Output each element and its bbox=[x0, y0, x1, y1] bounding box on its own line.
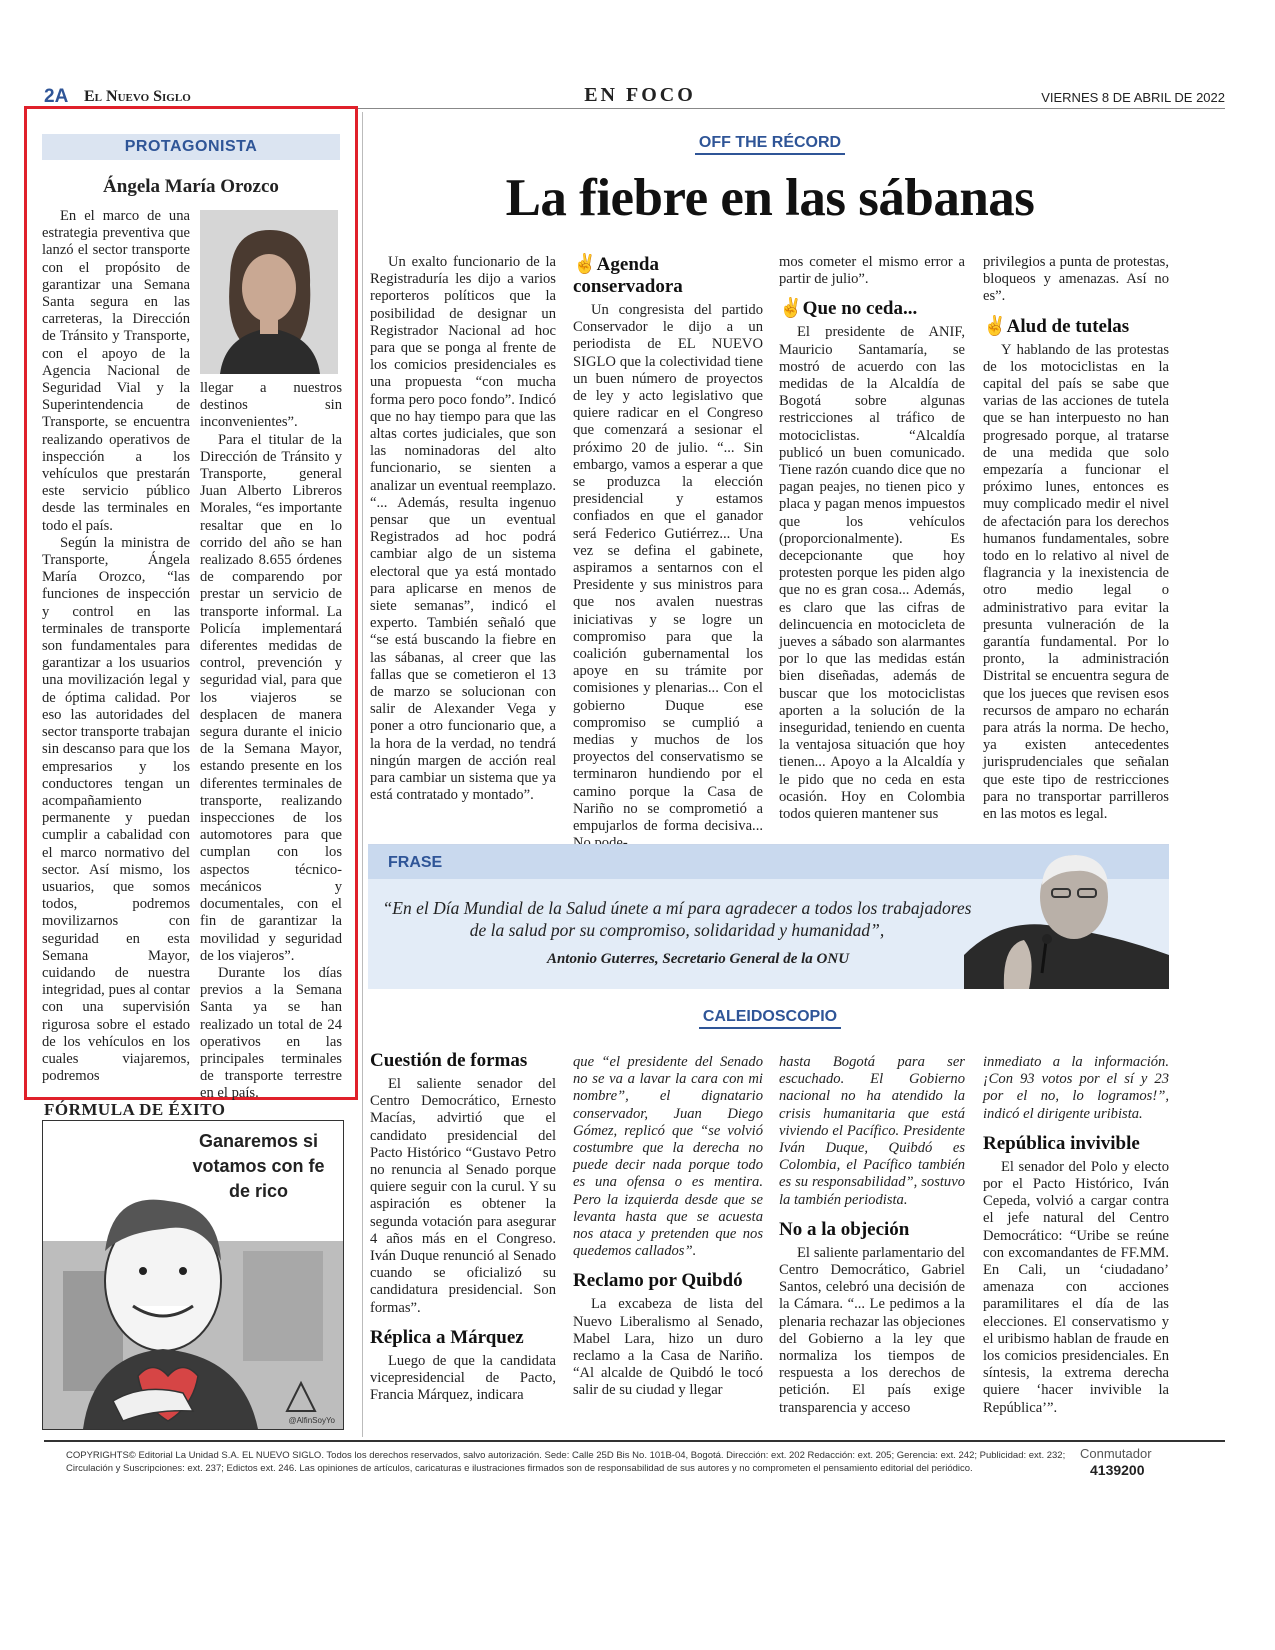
objecion-heading: No a la objeción bbox=[779, 1218, 910, 1240]
protagonista-col1 bbox=[42, 208, 190, 1088]
caleido-paragraph-7: inmediato a la información. ¡Con 93 votos por el sí y 23 por el no, lo logramos!”, indicó el dirigente uribista. bbox=[983, 1054, 1169, 1122]
off-record-col4 bbox=[983, 254, 1169, 834]
alud-icon: ✌ bbox=[983, 315, 1007, 337]
replica-heading: Réplica a Márquez bbox=[370, 1326, 524, 1348]
guterres-photo bbox=[964, 845, 1169, 989]
switch-number: 4139200 bbox=[1090, 1462, 1145, 1478]
off-record-paragraph-3: mos cometer el mismo error a partir de julio”. bbox=[779, 254, 965, 288]
protagonista-paragraph-1: En el marco de una estrategia preventiva que lanzó el sector transporte con el propósito de garantizar una Semana Santa segura en las carreteras, la Dirección de Tránsito y Transporte, con el apoyo de la Agencia Nacional de Seguridad Vial y la Superintendencia de Transporte, se encuentra realizando operativos de inspección a los vehículos que prestarán este servicio público desde las terminales en todo el país. bbox=[42, 208, 190, 534]
frase-label: FRASE bbox=[388, 854, 443, 871]
protagonista-label: PROTAGONISTA bbox=[42, 134, 340, 160]
caleido-paragraph-2: Luego de que la candidata vicepresidencial de Pacto, Francia Márquez, indicara bbox=[370, 1352, 556, 1404]
que-no-ceda-icon: ✌ bbox=[779, 298, 803, 320]
agenda-icon: ✌ bbox=[573, 254, 597, 275]
reclamo-heading: Reclamo por Quibdó bbox=[573, 1270, 743, 1292]
frase-box bbox=[368, 844, 1169, 989]
footer-copyright: COPYRIGHTS© Editorial La Unidad S.A. EL NUEVO SIGLO. Todos los derechos reservados, salvo autorización. Sede: Calle 25D Bis No. 101B-04, Bogotá. Dirección: ext. 202 Redacción: ext. 205; Gerencia: ext. 242; Publicidad: ext. 232; Circulación y Suscripciones: ext. 237; Edictos ext. 246. Las opiniones de artículos, caricaturas e ilustraciones firmados son de responsabilidad de sus autores y no comprometen el pensamiento editorial del periódico. bbox=[66, 1450, 1066, 1474]
caleido-paragraph-8: El senador del Polo y electo por el Pacto Histórico, Iván Cepeda, volvió a cargar contra el jefe natural del Centro Democrático: “Uribe se reúne con excomandantes de FF.MM. En Cali, un ‘ciudadano’ amenaza con acciones paramilitares el día de las elecciones. El conservatismo y el uribismo hablan de fraude en los comicios presidenciales. En síntesis, la extrema derecha quiere ‘hacer invivible la República’”. bbox=[983, 1158, 1169, 1416]
frase-quote: “En el Día Mundial de la Salud únete a mí para agradecer a todos los trabajadores de la salud por su compromiso, solidaridad y humanidad”, bbox=[382, 898, 972, 940]
frase-author: Antonio Guterres, Secretario General de la ONU bbox=[546, 951, 850, 967]
sidebar-rule bbox=[362, 112, 363, 1437]
alud-heading-text: Alud de tutelas bbox=[1006, 315, 1130, 337]
caleido-paragraph-3: que “el presidente del Senado no se va a lavar la cara con mi nombre”, el dignatario conservador, Juan Diego Gómez, replicó que “se volvió costumbre que la derecha no puede decir nada porque todo es una ofensa o es mentira. Pero la izquierda desde que se levanta hasta que se acuesta nos ataca y pretenden que nos quedemos callados”. bbox=[573, 1054, 763, 1260]
off-record-paragraph-6: Y hablando de las protestas de los motociclistas en la capital del país se sabe que varias de las acciones de tutela que se han interpuesto no han progresado porque, al tratarse de una medida que solo empezaría a funcionar el próximo lunes, entonces es muy complicado medir el nivel de afectación para los derechos humanos fundamentales, sobre todo en lo relativo al nivel de flagrancia y la inexistencia de otro medio legal o administrativo para evitar la presunta vulneración de la garantía fundamental. Por lo pronto, la administración Distrital se encuentra segura de que los jueces que revisen esos recursos de amparo no echarán para atrás la norma. De hecho, ya existen antecedentes jurisprudenciales que señalan que este tipo de restricciones para no transportar parrilleros en las motos es legal. bbox=[983, 341, 1169, 823]
caricature-speech: Ganaremos si votamos con fe de rico bbox=[192, 1131, 325, 1201]
agenda-heading bbox=[573, 252, 763, 298]
formula-label: FÓRMULA DE ÉXITO bbox=[44, 1100, 226, 1119]
caleido-col3 bbox=[779, 1054, 965, 1430]
caleido-col1 bbox=[370, 1050, 556, 1430]
switch-label: Conmutador bbox=[1080, 1446, 1152, 1461]
protagonista-name: Ángela María Orozco bbox=[103, 176, 279, 197]
off-record-label-text: OFF THE RÉCORD bbox=[695, 134, 845, 155]
off-record-col2 bbox=[573, 252, 763, 834]
protagonista-col2 bbox=[200, 380, 342, 1102]
off-record-paragraph-1: Un exalto funcionario de la Registraduría les dijo a varios reporteros políticos que la posibilidad de designar un Registrador Nacional ad hoc para que se ponga al frente de los comicios presidenciales es una propuesta “con mucha forma pero poco fondo”. Indicó que no hay tiempo para que las altas cortes judiciales, que son las nominadoras del alto funcionario, se sienten a analizar un eventual reemplazo. “... Además, resulta ingenuo pensar que un eventual Registrados ad hoc podrá cambiar algo de un sistema electoral que ya está montado para aplicarse en menos de siete semanas”, indicó el experto. También señaló que “se está buscando la fiebre en las sábanas, al creer que las fallas que se cometieron el 13 de marzo se solucionan con salir de Alexander Vega y poner a otro funcionario que, a la hora de la verdad, no tendrá ningún margen de acción real para cambiar un sistema que ya está contratado y montado”. bbox=[370, 254, 556, 804]
page-number: 2A bbox=[44, 86, 69, 107]
page-date: VIERNES 8 DE ABRIL DE 2022 bbox=[1041, 90, 1225, 105]
caleido-paragraph-4: La excabeza de lista del Nuevo Liberalismo al Senado, Mabel Lara, hizo un duro reclamo a la Casa de Nariño. “Al alcalde de Quibdó le tocó salir de su ciudad y llegar bbox=[573, 1296, 763, 1399]
section-title: EN FOCO bbox=[584, 84, 696, 106]
caricature bbox=[42, 1120, 344, 1430]
orozco-photo bbox=[200, 210, 338, 374]
protagonista-paragraph-5: Durante los días previos a la Semana Santa ya se han realizado un total de 24 operativos en las principales terminales de transporte terrestre en el país. bbox=[200, 964, 342, 1102]
protagonista-paragraph-2: Según la ministra de Transporte, Ángela María Orozco, “las funciones de inspección y control en las terminales de transporte son fundamentales para garantizar a los usuarios una movilización legal y de óptima calidad. Por eso las autoridades del sector transporte trabajan sin descanso para que los empresarios y los conductores tengan un acompañamiento permanente y puedan cumplir a cabalidad con el marco normativo del sector. Así mismo, los usuarios, que somos todos, podremos movilizarnos con seguridad en esta Semana Mayor, cuidando de nuestra integridad, pues al contar con una supervisión rigurosa sobre el estado de los vehículos en los cuales viajaremos, podremos bbox=[42, 534, 190, 1085]
caleido-paragraph-6: El saliente parlamentario del Centro Democrático, Gabriel Santos, celebró una decisión de la Cámara. “... Le pedimos a la plenaria rechazar las objeciones del Gobierno a la ley que normaliza los tiempos de respuesta a los derechos de petición. El país exige transparencia y acceso bbox=[779, 1244, 965, 1416]
off-record-col1 bbox=[370, 254, 556, 834]
off-record-paragraph-2: Un congresista del partido Conservador le dijo a un periodista de EL NUEVO SIGLO que la colectividad tiene un buen número de proyectos de ley y acto legislativo que quiere radicar en el Congreso que comenzará a sesionar el próximo 20 de julio. “... Sin embargo, vamos a esperar a que se produzca la elección presidencial y estamos confiados en que el ganador será Federico Gutiérrez... Una vez se defina el gabinete, aspiramos a sentarnos con el Presidente y sus ministros para que nos avalen nuestras iniciativas y se logre un compromiso para que la coalición gubernamental los apoye en su trámite por comisiones y plenarias... Con el gobierno Duque ese compromiso se cumplió a medias y muchos de los proyectos del conservatismo se terminaron hundiendo por el camino porque la Casa de Nariño no se comprometió a empujarlos de forma decisiva... bbox=[573, 302, 763, 835]
caleido-col4 bbox=[983, 1054, 1169, 1430]
alud-heading bbox=[983, 314, 1169, 338]
headline: La fiebre en las sábanas bbox=[505, 169, 1035, 227]
masthead: El Nuevo Siglo bbox=[84, 88, 191, 105]
que-no-ceda-heading-text: Que no ceda... bbox=[802, 298, 918, 320]
republica-heading: República invivible bbox=[983, 1132, 1140, 1154]
cuestion-heading: Cuestión de formas bbox=[370, 1050, 528, 1071]
off-record-paragraph-4: El presidente de ANIF, Mauricio Santamaría, se mostró de acuerdo con las medidas de la Alcaldía de Bogotá sobre algunas restricciones al tráfico de motociclistas. “Alcaldía publicó un buen comunicado. Tiene razón cuando dice que no pagan peajes, no tienen pico y placa y pagan menos impuestos que los vehículos (proporcionalmente). Es decepcionante que hoy protesten porque les piden algo que no es gran cosa... Además, es claro que las cifras de delincuencia en motocicleta de jueves a sábado son alarmantes por lo que las medidas están bien diseñadas, además de buscar que los motociclistas aporten a la solución de la inseguridad, teniendo en cuenta la ventajosa situación que hoy tienen... Apoyo a la Alcaldía y le pido que no ceda en esta ocasión. Hoy en Colombia todos quieren mantener sus bbox=[779, 324, 965, 823]
protagonista-paragraph-4: Para el titular de la Dirección de Tránsito y Transporte, general Juan Alberto Libreros Morales, “es importante resaltar que en lo corrido del año se han realizado 8.655 órdenes de comparendo por prestar un servicio de transporte informal. La Policía implementará diferentes medidas de control, prevención y seguridad vial, para que los viajeros se desplacen de manera segura durante el inicio de la Semana Mayor, estando presente en los diferentes terminales de transporte, realizando inspecciones de los automotores para que cumplan con los aspectos técnico-mecánicos y documentales, con el fin de garantizar la movilidad y seguridad de los viajeros”. bbox=[200, 431, 342, 964]
off-record-col3 bbox=[779, 254, 965, 834]
que-no-ceda-heading bbox=[779, 296, 965, 320]
caleidoscopio-label-text: CALEIDOSCOPIO bbox=[699, 1008, 841, 1029]
caleido-paragraph-1: El saliente senador del Centro Democrático, Ernesto Macías, advirtió que el candidato presidencial del Pacto Histórico “Gustavo Petro no renuncia al Senado porque quiere seguir con la curul. Y su aspiración es obtener la segunda votación para asegurar 4 años más en el Congreso. Iván Duque renunció al Senado cuando se oficializó su candidatura presidencial. Son formas”. bbox=[370, 1076, 556, 1316]
protagonista-paragraph-3: llegar a nuestros destinos sin inconvenientes”. bbox=[200, 380, 342, 431]
agenda-heading-text: Agenda conservadora bbox=[573, 254, 683, 297]
caricature-signature: @AlfinSoyYo bbox=[288, 1416, 335, 1425]
caleidoscopio-label bbox=[650, 1008, 890, 1026]
off-record-paragraph-5: privilegios a punta de protestas, bloqueos y amenazas. Así no es”. bbox=[983, 254, 1169, 305]
caleido-col2 bbox=[573, 1054, 763, 1430]
caleido-paragraph-5: hasta Bogotá para ser escuchado. El Gobierno nacional no ha atendido la crisis humanitaria que está viviendo el Pacífico. Presidente Iván Duque, Quibdó es Colombia, el Pacífico también es su responsabilidad”, sostuvo la también periodista. bbox=[779, 1054, 965, 1208]
off-record-label bbox=[660, 134, 880, 152]
footer-rule bbox=[44, 1440, 1225, 1442]
